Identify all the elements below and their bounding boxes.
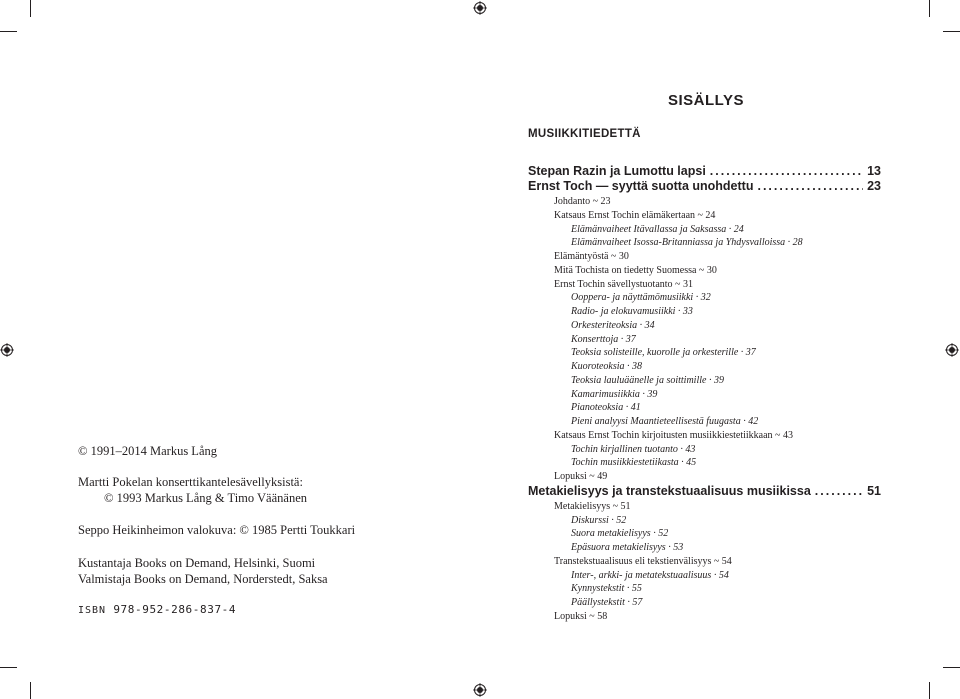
toc-subsubsection-entry[interactable]: Pianoteoksia · 41 [571, 402, 641, 414]
crop-mark [0, 667, 17, 668]
toc-entry-title: Ernst Toch — syyttä suotta unohdettu [528, 179, 754, 193]
toc-section-label: MUSIIKKITIEDETTÄ [528, 128, 641, 140]
crop-mark [943, 667, 960, 668]
toc-subsection-entry[interactable]: Transtekstuaalisuus eli tekstienvälisyys ~ 54 [554, 555, 732, 567]
registration-mark-icon [473, 683, 487, 697]
toc-subsection-entry[interactable]: Lopuksi ~ 58 [554, 610, 608, 622]
registration-mark-icon [0, 343, 14, 357]
toc-subsection-entry[interactable]: Johdanto ~ 23 [554, 196, 611, 207]
crop-mark [929, 0, 930, 17]
crop-mark [943, 31, 960, 32]
toc-page-number: 13 [867, 164, 881, 178]
toc-subsubsection-entry[interactable]: Suora metakielisyys · 52 [571, 528, 669, 540]
toc-subsection-entry[interactable]: Elämäntyöstä ~ 30 [554, 251, 629, 262]
isbn-number: 978-952-286-837-4 [113, 603, 237, 616]
isbn [78, 603, 236, 616]
toc-subsection-entry[interactable]: Katsaus Ernst Tochin elämäkertaan ~ 24 [554, 209, 716, 221]
toc-subsubsection-entry[interactable]: Elämänvaiheet Itävallassa ja Saksassa · 24 [571, 223, 744, 235]
copyright-line: © 1991–2014 Markus Lång [78, 444, 217, 458]
toc-main-entry[interactable] [528, 164, 881, 179]
toc-subsubsection-entry[interactable]: Teoksia solisteille, kuorolle ja orkesterille · 37 [571, 347, 756, 359]
toc-subsubsection-entry[interactable]: Elämänvaiheet Isossa-Britanniassa ja Yhdysvalloissa · 28 [571, 237, 803, 249]
dot-leader [710, 164, 863, 179]
registration-mark-icon [945, 343, 959, 357]
toc-subsection-entry[interactable]: Ernst Tochin sävellystuotanto ~ 31 [554, 278, 693, 290]
toc-subsubsection-entry[interactable]: Kamarimusiikkia · 39 [571, 388, 658, 400]
toc-page-number: 23 [867, 179, 881, 193]
toc-subsubsection-entry[interactable]: Konserttoja · 37 [571, 333, 636, 345]
crop-mark [30, 0, 31, 17]
dot-leader [757, 179, 863, 194]
toc-main-entry[interactable] [528, 179, 881, 194]
crop-mark [929, 682, 930, 699]
toc-page-number: 51 [867, 483, 881, 498]
toc-main-entry[interactable] [528, 484, 881, 499]
toc-subsubsection-entry[interactable]: Orkesteriteoksia · 34 [571, 319, 655, 331]
toc-subsubsection-entry[interactable]: Ooppera- ja näyttämömusiikki · 32 [571, 292, 711, 304]
photo-credit-line-2: © 1993 Markus Lång & Timo Väänänen [104, 491, 308, 505]
toc-subsection-entry[interactable]: Lopuksi ~ 49 [554, 471, 608, 482]
toc-subsection-entry[interactable]: Katsaus Ernst Tochin kirjoitusten musiikkiestetiikkaan ~ 43 [554, 429, 793, 441]
toc-entry-title: Stepan Razin ja Lumottu lapsi [528, 164, 706, 178]
crop-mark [0, 31, 17, 32]
toc-subsubsection-entry[interactable]: Tochin musiikkiestetiikasta · 45 [571, 457, 697, 469]
toc-subsubsection-entry[interactable]: Tochin kirjallinen tuotanto · 43 [571, 443, 696, 455]
toc-subsubsection-entry[interactable]: Inter-, arkki- ja metatekstuaalisuus · 54 [571, 569, 729, 581]
toc-subsubsection-entry[interactable]: Teoksia lauluäänelle ja soittimille · 39 [571, 374, 724, 386]
crop-mark [30, 682, 31, 699]
toc-subsection-entry[interactable]: Mitä Tochista on tiedetty Suomessa ~ 30 [554, 264, 717, 276]
dot-leader [815, 484, 863, 499]
toc-subsubsection-entry[interactable]: Pieni analyysi Maantieteellisestä fuugasta · 42 [571, 416, 759, 427]
toc-subsubsection-entry[interactable]: Diskurssi · 52 [571, 514, 627, 526]
toc-subsubsection-entry[interactable]: Päällystekstit · 57 [571, 597, 643, 608]
toc-subsubsection-entry[interactable]: Kuoroteoksia · 38 [571, 361, 643, 372]
toc-entry-title: Metakielisyys ja transtekstuaalisuus musiikissa [528, 483, 811, 498]
toc-subsubsection-entry[interactable]: Radio- ja elokuvamusiikki · 33 [571, 306, 693, 317]
publisher-line: Kustantaja Books on Demand, Helsinki, Suomi [78, 556, 316, 570]
toc-subsubsection-entry[interactable]: Epäsuora metakielisyys · 53 [571, 542, 684, 553]
manufacturer-line: Valmistaja Books on Demand, Norderstedt, Saksa [78, 572, 328, 586]
cover-photo-credit: Seppo Heikinheimon valokuva: © 1985 Pertti Toukkari [78, 523, 356, 537]
toc-subsubsection-entry[interactable]: Kynnystekstit · 55 [571, 583, 642, 595]
toc-heading: SISÄLLYS [668, 92, 744, 109]
photo-credit-line-1: Martti Pokelan konserttikantelesävellyksistä: [78, 475, 303, 489]
isbn-label: ISBN [78, 605, 107, 616]
toc-subsection-entry[interactable]: Metakielisyys ~ 51 [554, 500, 631, 512]
registration-mark-icon [473, 1, 487, 15]
